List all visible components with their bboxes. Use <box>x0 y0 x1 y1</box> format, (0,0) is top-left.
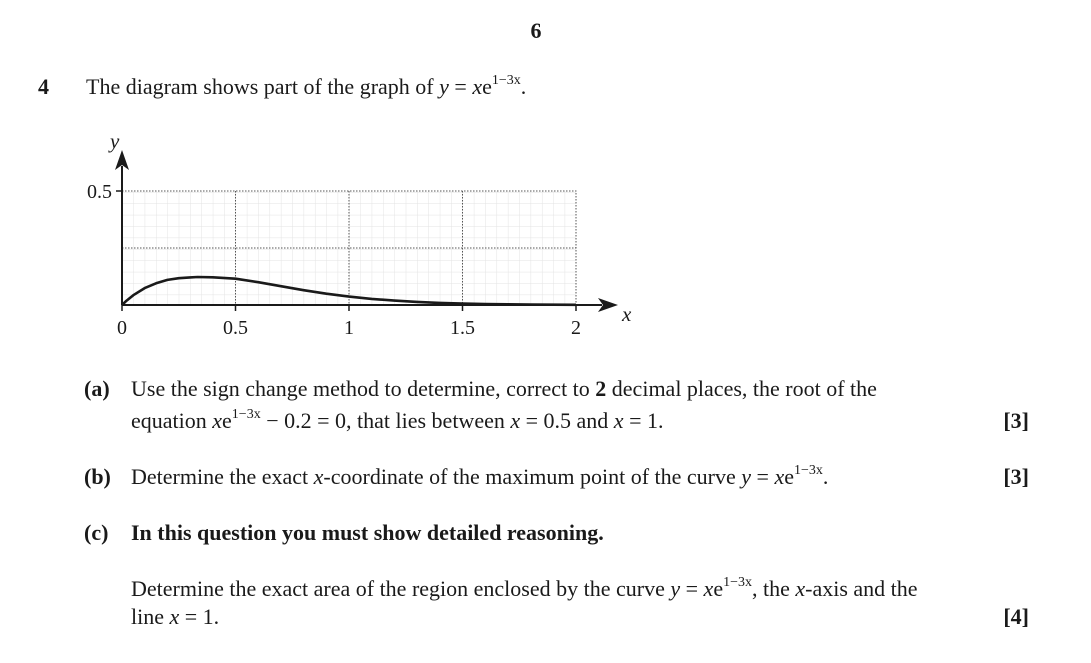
part-c-line1-pre: Determine the exact area of the region enclosed by the curve <box>131 576 671 601</box>
part-b-label: (b) <box>84 464 111 489</box>
part-b-eq-equals: = <box>751 464 775 489</box>
x-tick-label: 0.5 <box>223 317 248 339</box>
part-c-label: (c) <box>84 520 109 545</box>
part-c-eq-equals: = <box>680 576 704 601</box>
part-c-marks: [4] <box>1003 604 1029 629</box>
grid <box>122 191 576 305</box>
part-a-line2-mid: − 0.2 = 0, that lies between <box>260 408 511 433</box>
x-axis-label: x <box>622 302 632 326</box>
x-tick-label: 1.5 <box>450 317 475 339</box>
part-b-eq-y: y <box>741 464 752 489</box>
part-b-eq-x: x <box>774 464 785 489</box>
x-tick-label: 0 <box>117 317 127 339</box>
part-c-instruction: In this question you must show detailed reasoning. <box>131 520 604 545</box>
part-a-x: x <box>212 408 223 433</box>
x-tick-label: 1 <box>344 317 354 339</box>
part-c-line1-end: -axis and the <box>805 576 918 601</box>
part-b-eq-exponent: 1−3x <box>794 463 823 478</box>
part-b-eq-e: e <box>784 464 794 489</box>
part-c-eq-e: e <box>713 576 724 601</box>
part-b-end: . <box>822 464 829 489</box>
stem-suffix: . <box>520 74 527 99</box>
part-a-line2 <box>131 408 663 434</box>
part-b-text <box>131 464 828 490</box>
part-c-line1-mid: , the <box>751 576 796 601</box>
part-c-x: x <box>795 576 806 601</box>
eq-e: e <box>482 74 492 99</box>
question-number: 4 <box>38 74 49 99</box>
part-a-exponent: 1−3x <box>231 407 261 422</box>
part-c-eq-y: y <box>670 576 681 601</box>
part-a-marks: [3] <box>1003 408 1029 433</box>
part-a-e: e <box>222 408 232 433</box>
part-c-eq-exponent: 1−3x <box>723 575 752 590</box>
part-b-pre: Determine the exact <box>131 464 314 489</box>
page-number: 6 <box>530 18 542 43</box>
part-c-line1 <box>131 576 918 602</box>
eq-y: y <box>439 74 449 99</box>
x-tick-label: 2 <box>571 317 581 339</box>
eq-equals: = <box>448 74 473 99</box>
part-a-line1 <box>131 376 877 402</box>
part-c-line2-pre: line <box>131 604 170 629</box>
part-a-x2: x <box>510 408 521 433</box>
y-axis-label: y <box>110 129 120 153</box>
part-a-line2-pre: equation <box>131 408 213 433</box>
eq-x: x <box>472 74 483 99</box>
part-a-line1-pre: Use the sign change method to determine, correct to <box>131 376 596 401</box>
part-a-line2-mid2: = 0.5 and <box>520 408 614 433</box>
part-b-marks: [3] <box>1003 464 1029 489</box>
y-tick-label: 0.5 <box>87 181 112 203</box>
part-c-line2-end: = 1. <box>179 604 220 629</box>
part-b-x: x <box>313 464 324 489</box>
part-a-line1-post: decimal places, the root of the <box>606 376 877 401</box>
eq-exponent: 1−3x <box>491 73 521 88</box>
part-a-line1-bold: 2 <box>595 376 607 401</box>
part-a-line2-end: = 1. <box>623 408 664 433</box>
part-a-label: (a) <box>84 376 110 401</box>
stem-prefix: The diagram shows part of the graph of <box>86 74 440 99</box>
part-c-line2 <box>131 604 219 630</box>
part-c-x2: x <box>169 604 180 629</box>
part-c-eq-x: x <box>703 576 714 601</box>
part-a-x3: x <box>613 408 624 433</box>
part-b-mid: -coordinate of the maximum point of the curve <box>323 464 742 489</box>
